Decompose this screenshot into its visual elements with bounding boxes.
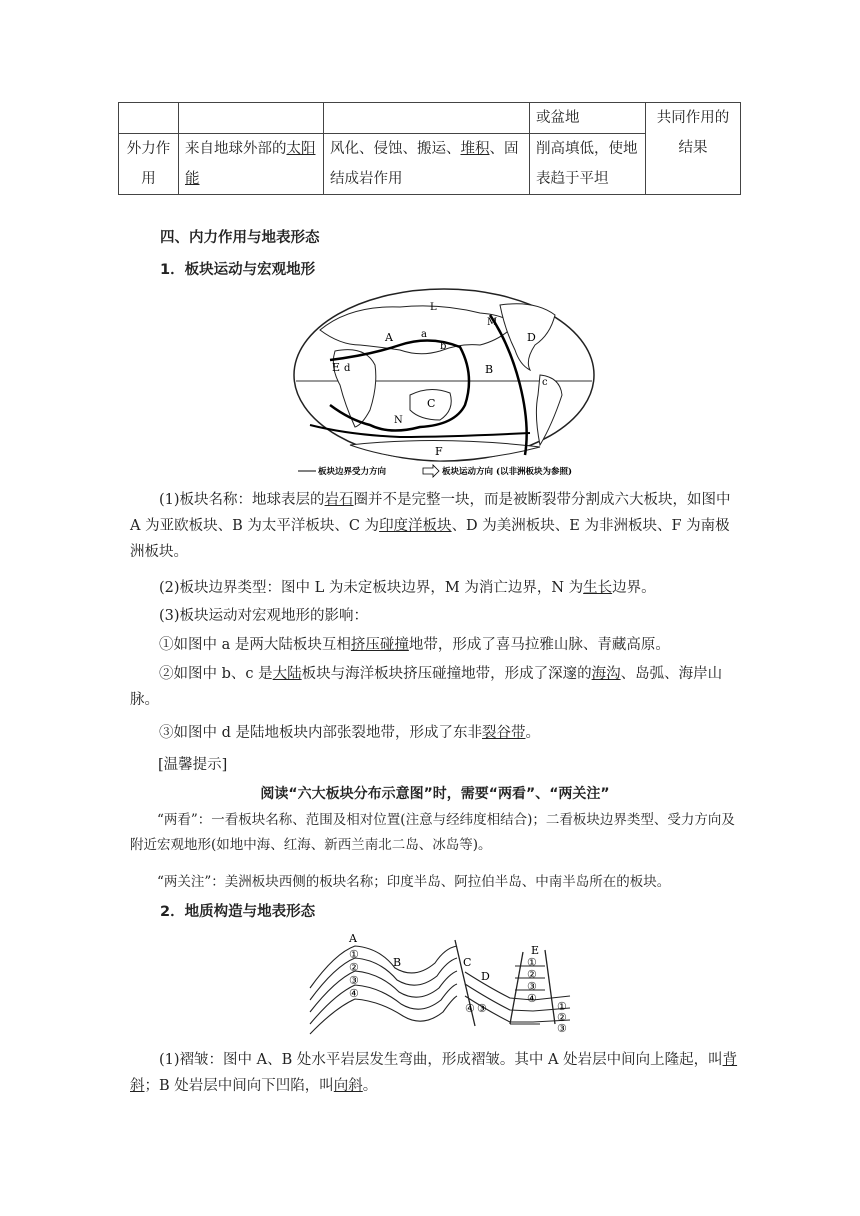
zone-label-b: b [440, 341, 447, 352]
text: 。 [362, 1078, 378, 1094]
text: 、岛弧、海岸山脉。 [130, 666, 723, 708]
layer-number: ② [557, 1011, 567, 1024]
layer-number: ④ [349, 987, 359, 1000]
legend-stress-label: 板块边界受力方向 [318, 467, 387, 477]
zone-label-c: c [542, 377, 548, 388]
plate-label-b: B [485, 363, 494, 376]
table-cell: 或盆地 [530, 103, 646, 134]
legend-motion-label: 板块运动方向 (以非洲板块为参照) [442, 467, 573, 477]
text: ①如图中 a 是两大陆板块互相 [159, 637, 351, 653]
layer-number: ④ [465, 1002, 475, 1015]
cell-text: 来自地球外部的 [185, 141, 287, 157]
text: 板块与海洋板块挤压碰撞地带，形成了深邃的 [301, 666, 592, 682]
diagram-label-a: A [349, 932, 357, 945]
boundary-label-l: L [430, 302, 437, 313]
subsection-heading: 2．地质构造与地表形态 [160, 904, 316, 920]
answer-underline: 向斜 [333, 1078, 363, 1094]
plate-label-a: A [385, 331, 393, 344]
text: (1)板块名称：地球表层的 [159, 492, 325, 508]
text: ②如图中 b、c 是 [159, 666, 273, 682]
legend-motion-icon [423, 465, 439, 477]
text: ③如图中 d 是陆地板块内部张裂地带，形成了东非 [159, 725, 482, 741]
layer-number: ② [349, 961, 359, 974]
table-cell [324, 103, 530, 134]
paragraph-effect-2 [130, 661, 740, 713]
plate-label-f: F [435, 445, 443, 458]
answer-underline: 背斜 [130, 1052, 738, 1094]
paragraph-plate-names [130, 487, 740, 565]
boundary-label-n: N [394, 415, 403, 426]
text: 圈并不是完整一块，而是被断裂带分割成六大板块，如图中 A 为亚欧板块、B 为太平洋板块、C 为 [130, 492, 731, 534]
table-cell: 共同作用的结果 [646, 103, 741, 195]
diagram-label-e: E [531, 944, 540, 957]
answer-underline: 岩石 [324, 492, 354, 508]
layer-number: ③ [349, 974, 359, 987]
table-cell: 削高填低，使地表趋于平坦 [530, 134, 646, 195]
text: (1)褶皱：图中 A、B 处水平岩层发生弯曲，形成褶皱。其中 A 处岩层中间向上隆起，叫 [159, 1052, 723, 1068]
tip-label: [温馨提示] [158, 757, 228, 773]
layer-number: ① [557, 1000, 567, 1013]
answer-underline: 印度洋板块 [379, 518, 452, 534]
layer-number: ① [527, 956, 537, 969]
fold-fault-diagram [305, 928, 595, 1036]
text: 、D 为美洲板块、E 为非洲板块、F 为南极洲板块。 [130, 518, 730, 560]
plate-map [290, 285, 600, 485]
answer-underline: 挤压碰撞 [350, 637, 409, 653]
text: ；B 处岩层中间向下凹陷，叫 [144, 1078, 334, 1094]
antarctica-shape [350, 440, 540, 461]
paragraph-effect-3 [130, 720, 740, 746]
text: 地带，形成了喜马拉雅山脉、青藏高原。 [408, 637, 670, 653]
tip-two-looks: “两看”：一看板块名称、范围及相对位置(注意与经纬度相结合)；二看板块边界类型、受力方向及附近宏观地形(如地中海、红海、新西兰南北二岛、冰岛等)。 [130, 812, 735, 853]
answer-underline: 裂谷带 [482, 725, 526, 741]
text: (2)板块边界类型：图中 L 为未定板块边界，M 为消亡边界，N 为 [159, 580, 584, 596]
layer-number: ③ [477, 1002, 487, 1015]
layer-number: ① [349, 948, 359, 961]
subsection-heading: 1．板块运动与宏观地形 [160, 262, 316, 278]
paragraph-folds [130, 1047, 740, 1099]
answer-underline: 生长 [583, 580, 613, 596]
answer-underline: 大陆 [272, 666, 302, 682]
diagram-label-d: D [481, 970, 490, 983]
answer-underline: 太阳能 [185, 141, 316, 187]
paragraph-effects: (3)板块运动对宏观地形的影响： [159, 608, 369, 624]
zone-label-a: a [421, 329, 427, 340]
plate-label-c: C [427, 397, 436, 410]
answer-underline: 堆积 [460, 141, 490, 157]
layer-number: ④ [527, 992, 537, 1005]
diagram-label-c: C [463, 956, 472, 969]
table-row [119, 103, 741, 134]
plate-label-e: E [332, 361, 341, 374]
geo-process-table [118, 102, 741, 195]
plate-label-d: D [527, 331, 536, 344]
table-cell [324, 134, 530, 195]
tip-two-focus: “两关注”：美洲板块西侧的板块名称；印度半岛、阿拉伯半岛、中南半岛所在的板块。 [157, 874, 671, 890]
table-cell [179, 103, 324, 134]
cell-text: 风化、侵蚀、搬运、 [330, 141, 461, 157]
section-heading: 四、内力作用与地表形态 [160, 230, 320, 246]
table-cell [179, 134, 324, 195]
answer-underline: 海沟 [591, 666, 621, 682]
layer-number: ③ [557, 1022, 567, 1035]
text: 。 [525, 725, 540, 741]
cell-text: 、固结成岩作用 [330, 141, 519, 187]
zone-label-d: d [344, 363, 351, 374]
boundary-label-m: M [487, 317, 498, 328]
paragraph-boundary-types [130, 575, 740, 601]
layer-number: ② [527, 968, 537, 981]
layer-number: ③ [527, 980, 537, 993]
paragraph-effect-1 [130, 632, 740, 658]
diagram-label-b: B [393, 956, 402, 969]
table-cell: 外力作用 [119, 134, 179, 195]
table-cell [119, 103, 179, 134]
text: 边界。 [612, 580, 656, 596]
tip-title: 阅读“六大板块分布示意图”时，需要“两看”、“两关注” [260, 786, 610, 802]
